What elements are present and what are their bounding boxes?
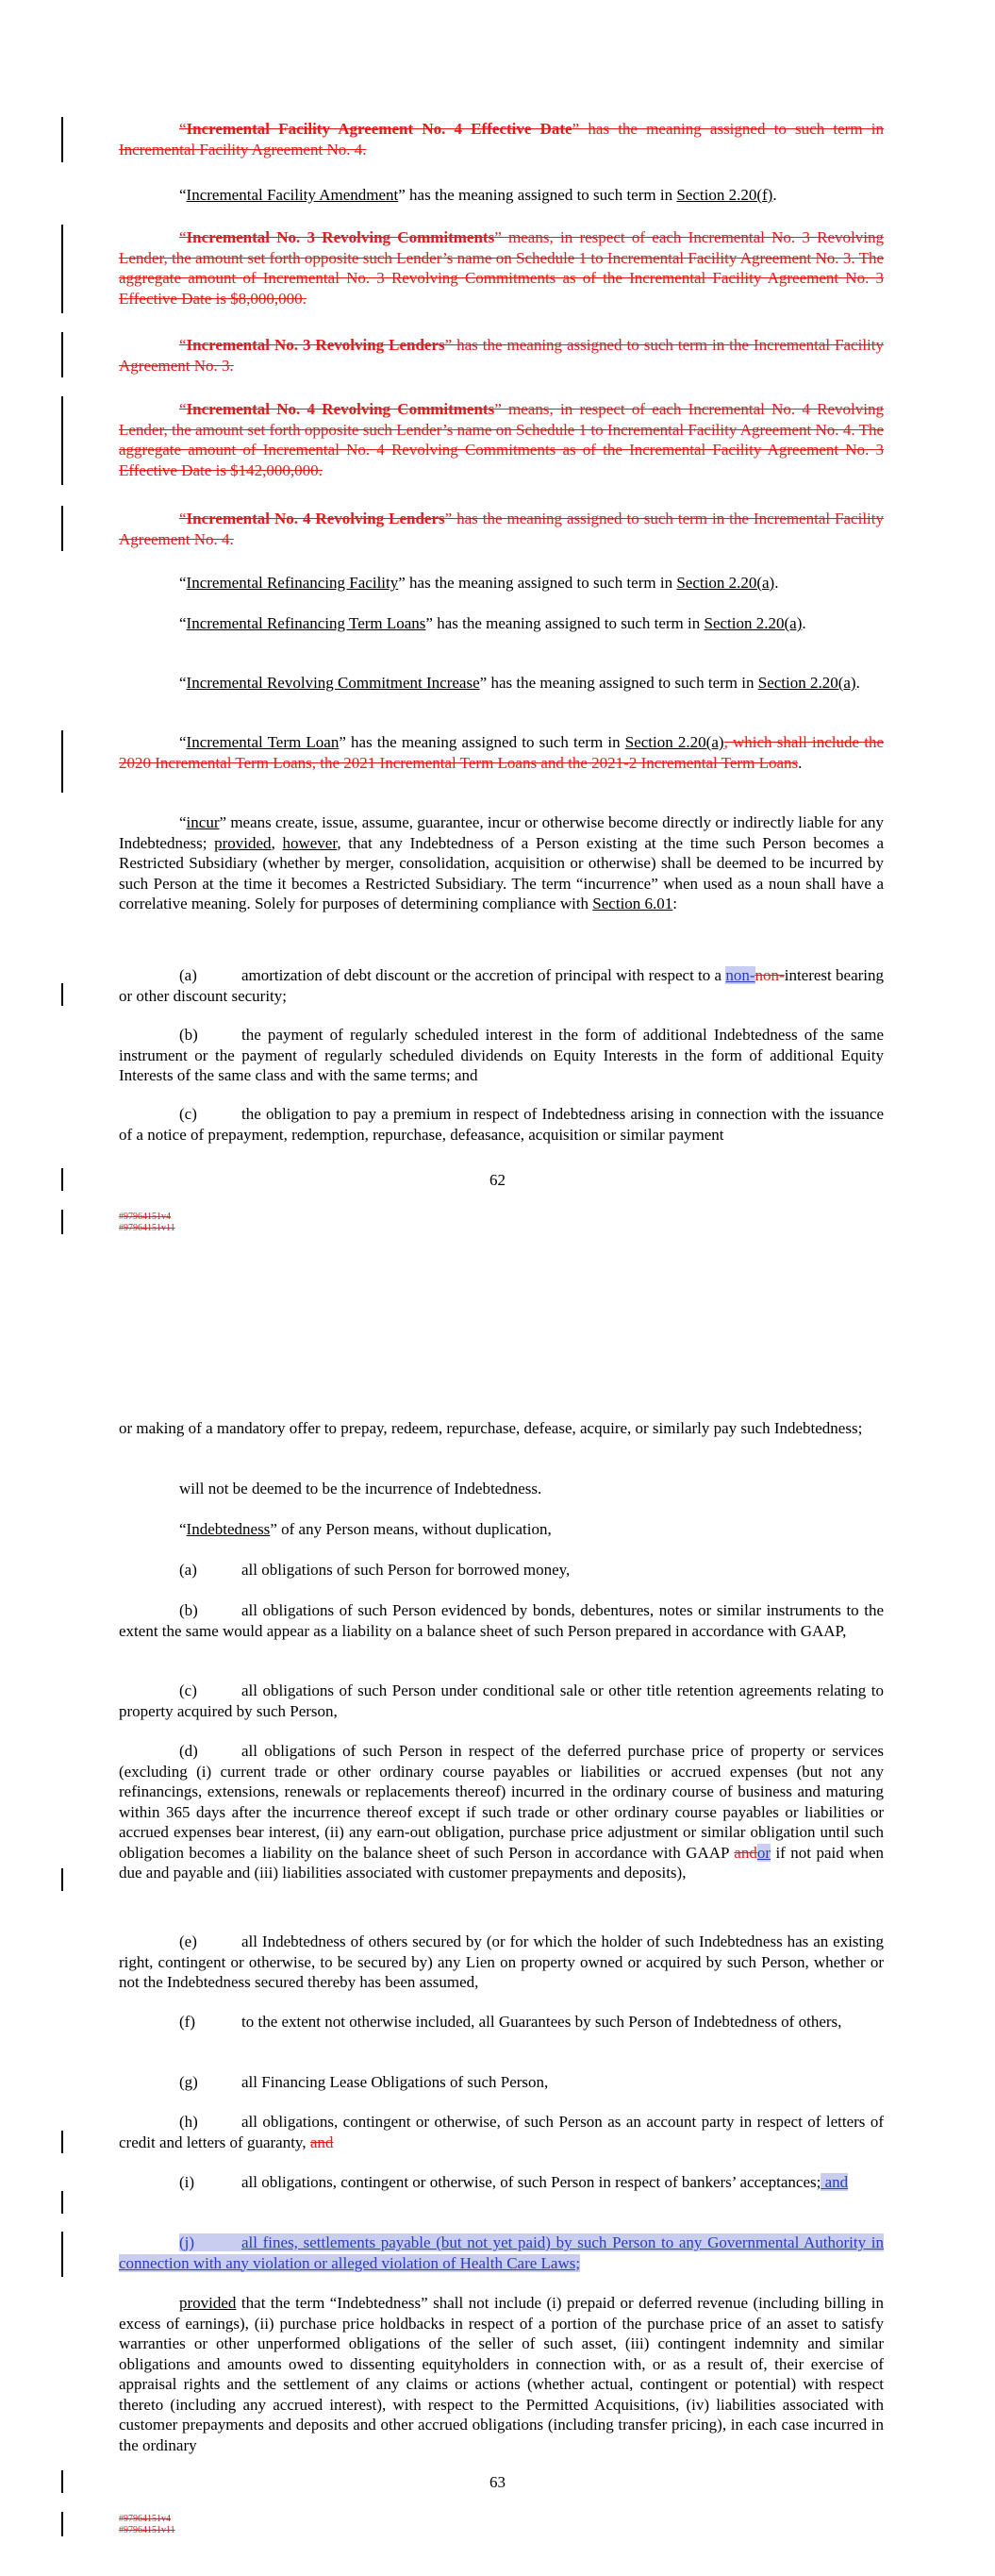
def-incur: “incur” means create, issue, assume, guarantee, incur or otherwise become directly or indirectly liable for any Indebtedness; provided, however, that any Indebtedness of a Person existing at the time such Person becomes a Restricted Subsidiary (whether by merger, consolidation, acquisition or otherwise) shall be deemed to be incurred by such Person at the time it becomes a Restricted Subsidiary. The term “incurrence” when used as a noun shall have a correlative meaning. Solely for purposes of determining compliance with Section 6.01: [119, 813, 884, 912]
deleted-text: non- [755, 966, 785, 984]
change-bar [61, 730, 63, 793]
change-bar [61, 2191, 63, 2214]
document-id: #97964151v4 [119, 2514, 171, 2524]
inserted-text: non- [725, 966, 755, 984]
change-bar [61, 983, 63, 1006]
change-bar [61, 117, 63, 162]
defined-term: incur [186, 813, 220, 831]
inserted-text: or [756, 1843, 771, 1862]
deleted-text: “Incremental Facility Agreement No. 4 Effective Date” has the meaning assigned to such term in Incremental Facility Agreement No. 4. [119, 120, 884, 159]
indebtedness-item-g: (g) all Financing Lease Obligations of such Person, [179, 2073, 549, 2091]
page-number: 62 [489, 1171, 506, 1189]
deleted-text: and [734, 1843, 757, 1862]
change-bar [61, 506, 63, 551]
def-incremental-refinancing-term-loans: “Incremental Refinancing Term Loans” has the meaning assigned to such term in Section 2.20(a). [179, 614, 806, 632]
change-bar [61, 2131, 63, 2153]
indebtedness-proviso: provided that the term “Indebtedness” shall not include (i) prepaid or deferred revenue (including billing in excess of earnings), (ii) purchase price holdbacks in respect of a portion of the purchase price of an asset to satisfy warranties or other unperformed obligations of the seller of such asset, (iii) contingent indemnity and similar obligations and amounts owed to dissenting equityholders in connection with, or as a result of, their exercise of appraisal rights and the settlement of any claims or actions (whether actual, contingent or potential) with respect thereto (including any accrued interest), with respect to the Permitted Acquisitions, (iv) liabilities associated with customer prepayments and deposits and other accrued obligations (including transfer pricing), in each case incurred in the ordinary [119, 2294, 884, 2454]
defined-term: Incremental Facility Amendment [186, 186, 399, 204]
indebtedness-item-b: (b) all obligations of such Person evidenced by bonds, debentures, notes or similar instruments to the extent the same would appear as a liability on a balance sheet of such Person prepared in accordance with GAAP, [119, 1601, 884, 1640]
defined-term: Indebtedness [186, 1520, 271, 1538]
inserted-text: (j) all fines, settlements payable (but not yet paid) by such Person to any Governmental Authority in connection with any violation or alleged violation of Health Care Laws; [119, 2233, 884, 2272]
deleted-text: , which shall include the 2020 Incremental Term Loans, the 2021 Incremental Term Loans and the 2021-2 Incremental Term Loans [119, 733, 884, 772]
def-incremental-revolving-commitment-increase: “Incremental Revolving Commitment Increase” has the meaning assigned to such term in Section 2.20(a). [179, 674, 860, 692]
indebtedness-item-e: (e) all Indebtedness of others secured by (or for which the holder of such Indebtedness has an existing right, contingent or otherwise, to be secured by) any Lien on property owned or acquired by such Person, whether or not the Indebtedness secured thereby has been assumed, [119, 1932, 884, 1991]
document-id: #97964151v11 [119, 2525, 175, 2535]
document-id: #97964151v11 [119, 1223, 175, 1233]
deleted-text: “Incremental No. 3 Revolving Commitments” means, in respect of each Incremental No. 3 Revolving Lender, the amount set forth opposite such Lender’s name on Schedule 1 to Incremental Facility Agreement No. 3. The aggregate amount of Incremental No. 3 Revolving Commitments as of the Incremental Facility Agreement No. 3 Effective Date is $8,000,000. [119, 228, 884, 308]
incur-item-a: (a) amortization of debt discount or the accretion of principal with respect to a non-non-interest bearing or other discount security; [119, 966, 884, 1005]
defined-term: Incremental Refinancing Facility [186, 574, 399, 592]
change-bar [61, 1868, 63, 1891]
incur-item-c: (c) the obligation to pay a premium in respect of Indebtedness arising in connection with the issuance of a notice of prepayment, redemption, repurchase, defeasance, acquisition or similar payment [119, 1105, 884, 1144]
section-ref: Section 2.20(a) [757, 674, 856, 692]
not-deemed-incurrence: will not be deemed to be the incurrence of Indebtedness. [179, 1480, 542, 1497]
change-bar [61, 225, 63, 313]
section-ref: Section 2.20(a) [704, 614, 803, 632]
deleted-text: and [309, 2133, 334, 2151]
def-incremental-facility-agreement-no4-date [119, 119, 884, 159]
section-ref: Section 2.20(a) [624, 733, 724, 751]
def-incremental-facility-amendment: “Incremental Facility Amendment” has the meaning assigned to such term in Section 2.20(f). [179, 186, 777, 204]
def-incremental-no4-revolving-commitments [119, 399, 884, 480]
def-indebtedness: “Indebtedness” of any Person means, without duplication, [179, 1520, 552, 1538]
defined-term: Incremental Term Loan [186, 733, 340, 751]
def-incremental-no3-revolving-lenders [119, 335, 884, 376]
inserted-text: and [821, 2173, 849, 2191]
indebtedness-item-c: (c) all obligations of such Person under conditional sale or other title retention agreements relating to property acquired by such Person, [119, 1681, 884, 1720]
change-bar [61, 1210, 63, 1234]
page-63 [0, 1397, 995, 2576]
change-bar [61, 2512, 63, 2536]
indebtedness-item-j [119, 2233, 884, 2273]
defined-term: Incremental Refinancing Term Loans [186, 614, 426, 632]
def-incremental-term-loan: “Incremental Term Loan” has the meaning assigned to such term in Section 2.20(a), which shall include the 2020 Incremental Term Loans, the 2021 Incremental Term Loans and the 2021-2 Incremental Term Loans. [119, 733, 884, 772]
deleted-text: “Incremental No. 3 Revolving Lenders” has the meaning assigned to such term in the Incremental Facility Agreement No. 3. [119, 336, 884, 375]
def-incremental-no4-revolving-lenders [119, 509, 884, 549]
change-bar [61, 396, 63, 485]
indebtedness-item-a: (a) all obligations of such Person for borrowed money, [179, 1561, 571, 1579]
change-bar [61, 2232, 63, 2277]
section-ref: Section 2.20(a) [676, 574, 775, 592]
defined-term: Incremental Revolving Commitment Increase [186, 674, 480, 692]
change-bar [61, 332, 63, 377]
deleted-text: “Incremental No. 4 Revolving Lenders” has the meaning assigned to such term in the Incremental Facility Agreement No. 4. [119, 510, 884, 548]
deleted-text: “Incremental No. 4 Revolving Commitments” means, in respect of each Incremental No. 4 Revolving Lender, the amount set forth opposite such Lender’s name on Schedule 1 to Incremental Facility Agreement No. 4. The aggregate amount of Incremental No. 4 Revolving Commitments as of the Incremental Facility Agreement No. 3 Effective Date is $142,000,000. [119, 400, 884, 479]
section-ref: Section 6.01 [592, 895, 673, 912]
incur-item-b: (b) the payment of regularly scheduled interest in the form of additional Indebtedness of the same instrument or the payment of regularly scheduled dividends on Equity Interests in the form of additional Equity Interests of the same class and with the same terms; and [119, 1026, 884, 1084]
indebtedness-item-f: (f) to the extent not otherwise included, all Guarantees by such Person of Indebtedness of others, [179, 2013, 842, 2031]
incur-continuation: or making of a mandatory offer to prepay, redeem, repurchase, defease, acquire, or similarly pay such Indebtedness; [119, 1419, 863, 1437]
document-id: #97964151v4 [119, 1212, 171, 1222]
section-ref: Section 2.20(f) [676, 186, 773, 204]
def-incremental-no3-revolving-commitments [119, 227, 884, 309]
page-number: 63 [489, 2473, 506, 2491]
indebtedness-item-d: (d) all obligations of such Person in respect of the deferred purchase price of property or services (excluding (i) current trade or other ordinary course payables or liabilities or accrued expenses (but not any refinancings, extensions, renewals or replacements thereof) incurred in the ordinary course of business and maturing within 365 days after the incurrence thereof except if such trade or other ordinary course payables or liabilities or accrued expenses bear interest, (ii) any earn-out obligation, purchase price adjustment or similar obligation until such obligation becomes a liability on the balance sheet of such Person in accordance with GAAP andor if not paid when due and payable and (iii) liabilities associated with customer prepayments and deposits), [119, 1742, 884, 1882]
def-incremental-refinancing-facility: “Incremental Refinancing Facility” has the meaning assigned to such term in Section 2.20(a). [179, 574, 779, 592]
indebtedness-item-i: (i) all obligations, contingent or otherwise, of such Person in respect of bankers’ acceptances; and [179, 2173, 849, 2191]
indebtedness-item-h: (h) all obligations, contingent or otherwise, of such Person as an account party in respect of letters of credit and letters of guaranty, and [119, 2113, 884, 2151]
